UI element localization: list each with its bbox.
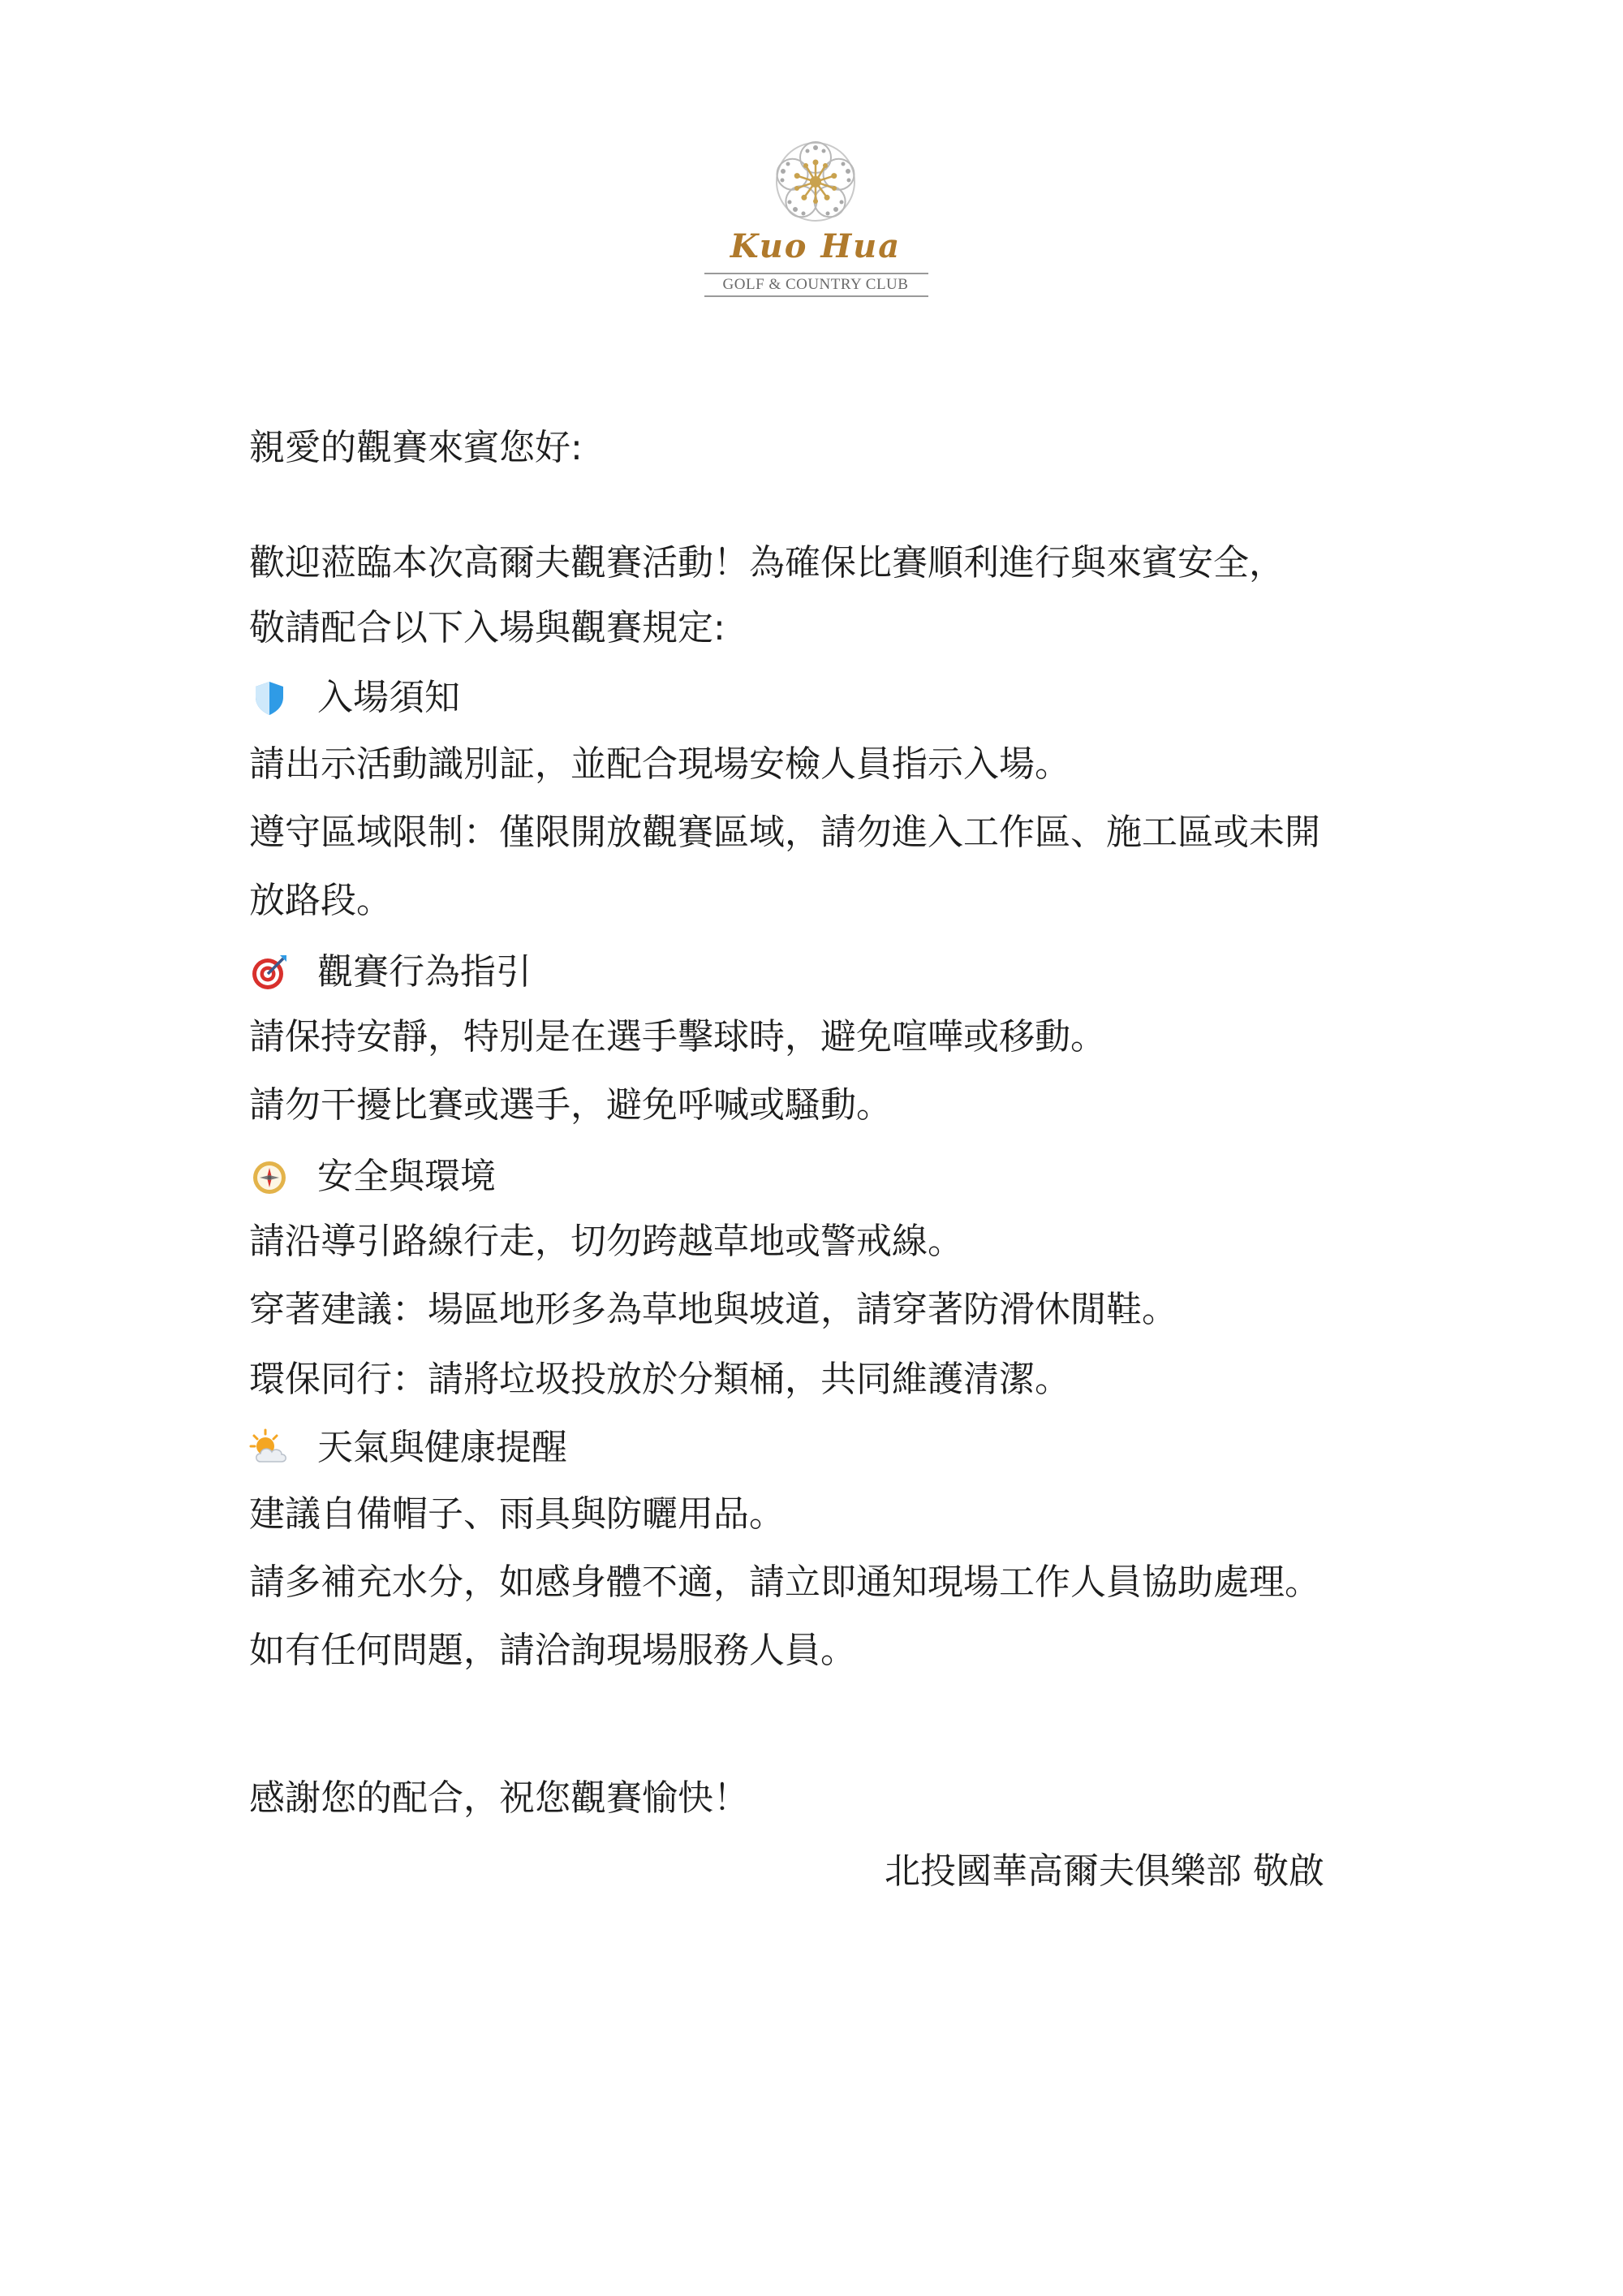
- section-title: 安全與環境: [317, 1156, 496, 1197]
- compass-icon: [249, 1157, 290, 1197]
- section-heading-safety: [249, 1152, 496, 1201]
- section-line: 請多補充水分，如感身體不適，請立即通知現場工作人員協助處理。: [249, 1562, 1320, 1603]
- section-line: 建議自備帽子、雨具與防曬用品。: [249, 1493, 785, 1535]
- closing-text: 感謝您的配合，祝您觀賽愉快！: [249, 1777, 749, 1819]
- section-line: 環保同行：請將垃圾投放於分類桶，共同維護清潔。: [249, 1359, 1070, 1400]
- intro-line: 歡迎蒞臨本次高爾夫觀賽活動！為確保比賽順利進行與來賓安全，: [249, 542, 1285, 584]
- sun-cloud-icon: [249, 1428, 290, 1468]
- section-heading-weather: [249, 1424, 567, 1472]
- section-line: 穿著建議：場區地形多為草地與坡道，請穿著防滑休閒鞋。: [249, 1289, 1177, 1330]
- club-logo: [698, 136, 933, 299]
- section-title: 天氣與健康提醒: [317, 1427, 567, 1468]
- target-icon: [249, 952, 290, 993]
- flower-emblem-icon: [698, 136, 933, 227]
- section-line: 放路段。: [249, 880, 392, 921]
- greeting: 親愛的觀賽來賓您好:: [249, 427, 583, 468]
- logo-divider: [704, 273, 928, 274]
- section-heading-conduct: [249, 948, 532, 997]
- section-line: 請沿導引路線行走，切勿跨越草地或警戒線。: [249, 1221, 963, 1262]
- section-line: 請出示活動識別証，並配合現場安檢人員指示入場。: [249, 743, 1070, 785]
- logo-name: Kuo Hua: [730, 227, 902, 265]
- section-heading-entry: [249, 674, 460, 722]
- intro-line: 敬請配合以下入場與觀賽規定:: [249, 607, 725, 648]
- section-title: 入場須知: [317, 677, 460, 718]
- section-line: 如有任何問題，請洽詢現場服務人員。: [249, 1630, 856, 1671]
- section-line: 請保持安靜，特別是在選手擊球時，避免喧嘩或移動。: [249, 1016, 1106, 1058]
- section-title: 觀賽行為指引: [317, 951, 532, 993]
- signature: 北投國華高爾夫俱樂部 敬啟: [885, 1850, 1324, 1892]
- logo-divider: [704, 295, 928, 297]
- logo-subtitle: GOLF & COUNTRY CLUB: [722, 276, 909, 293]
- shield-icon: [249, 678, 290, 718]
- section-line: 遵守區域限制：僅限開放觀賽區域，請勿進入工作區、施工區或未開: [249, 812, 1320, 853]
- section-line: 請勿干擾比賽或選手，避免呼喊或騷動。: [249, 1084, 892, 1126]
